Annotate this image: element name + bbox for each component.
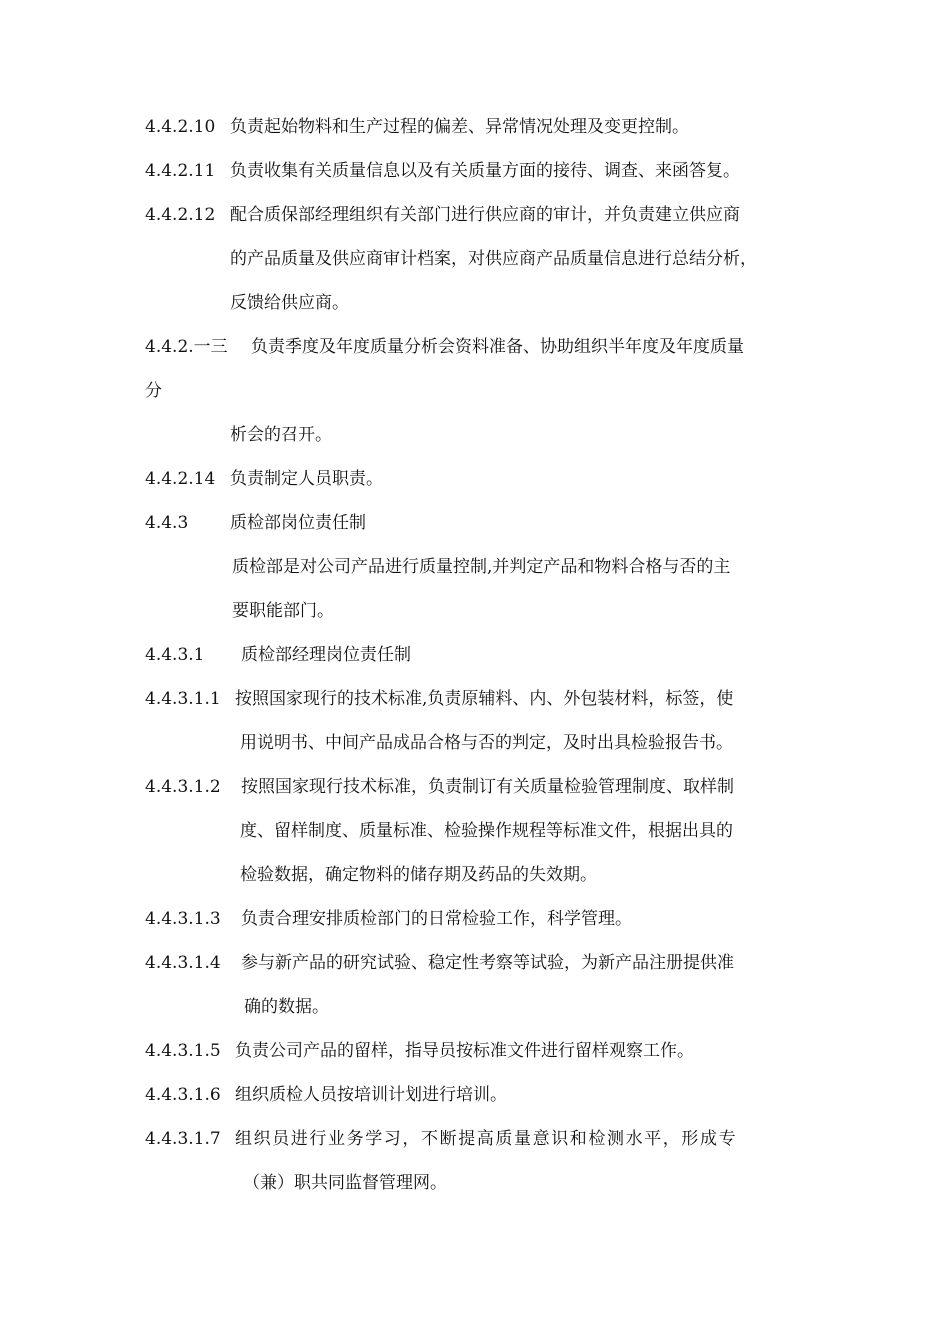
clause-text: 负责收集有关质量信息以及有关质量方面的接待、调查、来函答复。	[230, 161, 740, 181]
clause-4-4-2-11	[145, 160, 740, 182]
clause-number: 4.4.3.1.2	[145, 777, 221, 797]
clause-continuation	[240, 864, 597, 886]
clause-4-4-3-1-5	[145, 1040, 694, 1062]
clause-4-4-3-1-7	[145, 1128, 737, 1150]
clause-continuation	[230, 424, 332, 446]
clause-text: 负责季度及年度质量分析会资料准备、协助组织半年度及年度质量	[251, 337, 744, 357]
section-number: 4.4.3	[145, 513, 189, 533]
paragraph-text: 要职能部门。	[232, 601, 334, 621]
clause-continuation	[230, 292, 349, 314]
clause-text: （兼）职共同监督管理网。	[243, 1173, 447, 1193]
clause-text: 参与新产品的研究试验、稳定性考察等试验，为新产品注册提供准	[241, 953, 734, 973]
clause-text: 析会的召开。	[230, 425, 332, 445]
clause-4-4-3-1-2	[145, 776, 734, 798]
clause-continuation	[145, 380, 162, 402]
clause-text: 检验数据，确定物料的储存期及药品的失效期。	[240, 865, 597, 885]
clause-text: 负责起始物料和生产过程的偏差、异常情况处理及变更控制。	[230, 117, 689, 137]
clause-number: 4.4.2.14	[145, 469, 216, 489]
clause-text: 按照国家现行的技术标准,负责原辅料、内、外包装材料，标签，使	[235, 689, 734, 709]
section-number: 4.4.3.1	[145, 645, 205, 665]
clause-number: 4.4.3.1.4	[145, 953, 221, 973]
section-title: 质检部经理岗位责任制	[241, 645, 411, 665]
clause-continuation	[230, 248, 757, 270]
clause-number: 4.4.3.1.1	[145, 689, 221, 709]
clause-text: 确的数据。	[244, 997, 329, 1017]
clause-continuation	[240, 732, 733, 754]
clause-text: 按照国家现行技术标准，负责制订有关质量检验管理制度、取样制	[241, 777, 734, 797]
clause-4-4-3-1-6	[145, 1084, 507, 1106]
clause-number: 4.4.2.12	[145, 205, 216, 225]
clause-text: 分	[145, 381, 162, 401]
clause-continuation	[243, 1172, 447, 1194]
clause-number: 4.4.3.1.3	[145, 909, 221, 929]
clause-4-4-2-13	[145, 336, 744, 358]
clause-text: 的产品质量及供应商审计档案，对供应商产品质量信息进行总结分析，	[230, 249, 757, 269]
section-4-4-3-heading	[145, 512, 366, 534]
clause-number: 4.4.3.1.6	[145, 1085, 221, 1105]
clause-text: 组织员进行业务学习，不断提高质量意识和检测水平，形成专	[235, 1129, 738, 1149]
clause-4-4-3-1-3	[145, 908, 632, 930]
clause-text: 反馈给供应商。	[230, 293, 349, 313]
clause-text: 用说明书、中间产品成品合格与否的判定，及时出具检验报告书。	[240, 733, 733, 753]
clause-number: 4.4.2.一三	[145, 337, 228, 357]
clause-4-4-2-10	[145, 116, 689, 138]
clause-text: 负责公司产品的留样，指导员按标准文件进行留样观察工作。	[235, 1041, 694, 1061]
clause-text: 组织质检人员按培训计划进行培训。	[235, 1085, 507, 1105]
clause-text: 配合质保部经理组织有关部门进行供应商的审计，并负责建立供应商	[230, 205, 740, 225]
clause-number: 4.4.2.11	[145, 161, 216, 181]
clause-continuation	[240, 820, 733, 842]
clause-continuation	[244, 996, 329, 1018]
section-title: 质检部岗位责任制	[230, 513, 366, 533]
clause-number: 4.4.2.10	[145, 117, 216, 137]
clause-text: 负责合理安排质检部门的日常检验工作，科学管理。	[241, 909, 632, 929]
clause-4-4-2-12	[145, 204, 740, 226]
section-description	[232, 556, 730, 578]
section-description	[232, 600, 334, 622]
clause-4-4-2-14	[145, 468, 383, 490]
clause-text: 度、留样制度、质量标准、检验操作规程等标准文件，根据出具的	[240, 821, 733, 841]
clause-text: 负责制定人员职责。	[230, 469, 383, 489]
clause-number: 4.4.3.1.7	[145, 1129, 221, 1149]
clause-4-4-3-1-1	[145, 688, 733, 710]
paragraph-text: 质检部是对公司产品进行质量控制,并判定产品和物料合格与否的主	[232, 557, 731, 577]
clause-number: 4.4.3.1.5	[145, 1041, 221, 1061]
section-4-4-3-1-heading	[145, 644, 411, 666]
clause-4-4-3-1-4	[145, 952, 734, 974]
